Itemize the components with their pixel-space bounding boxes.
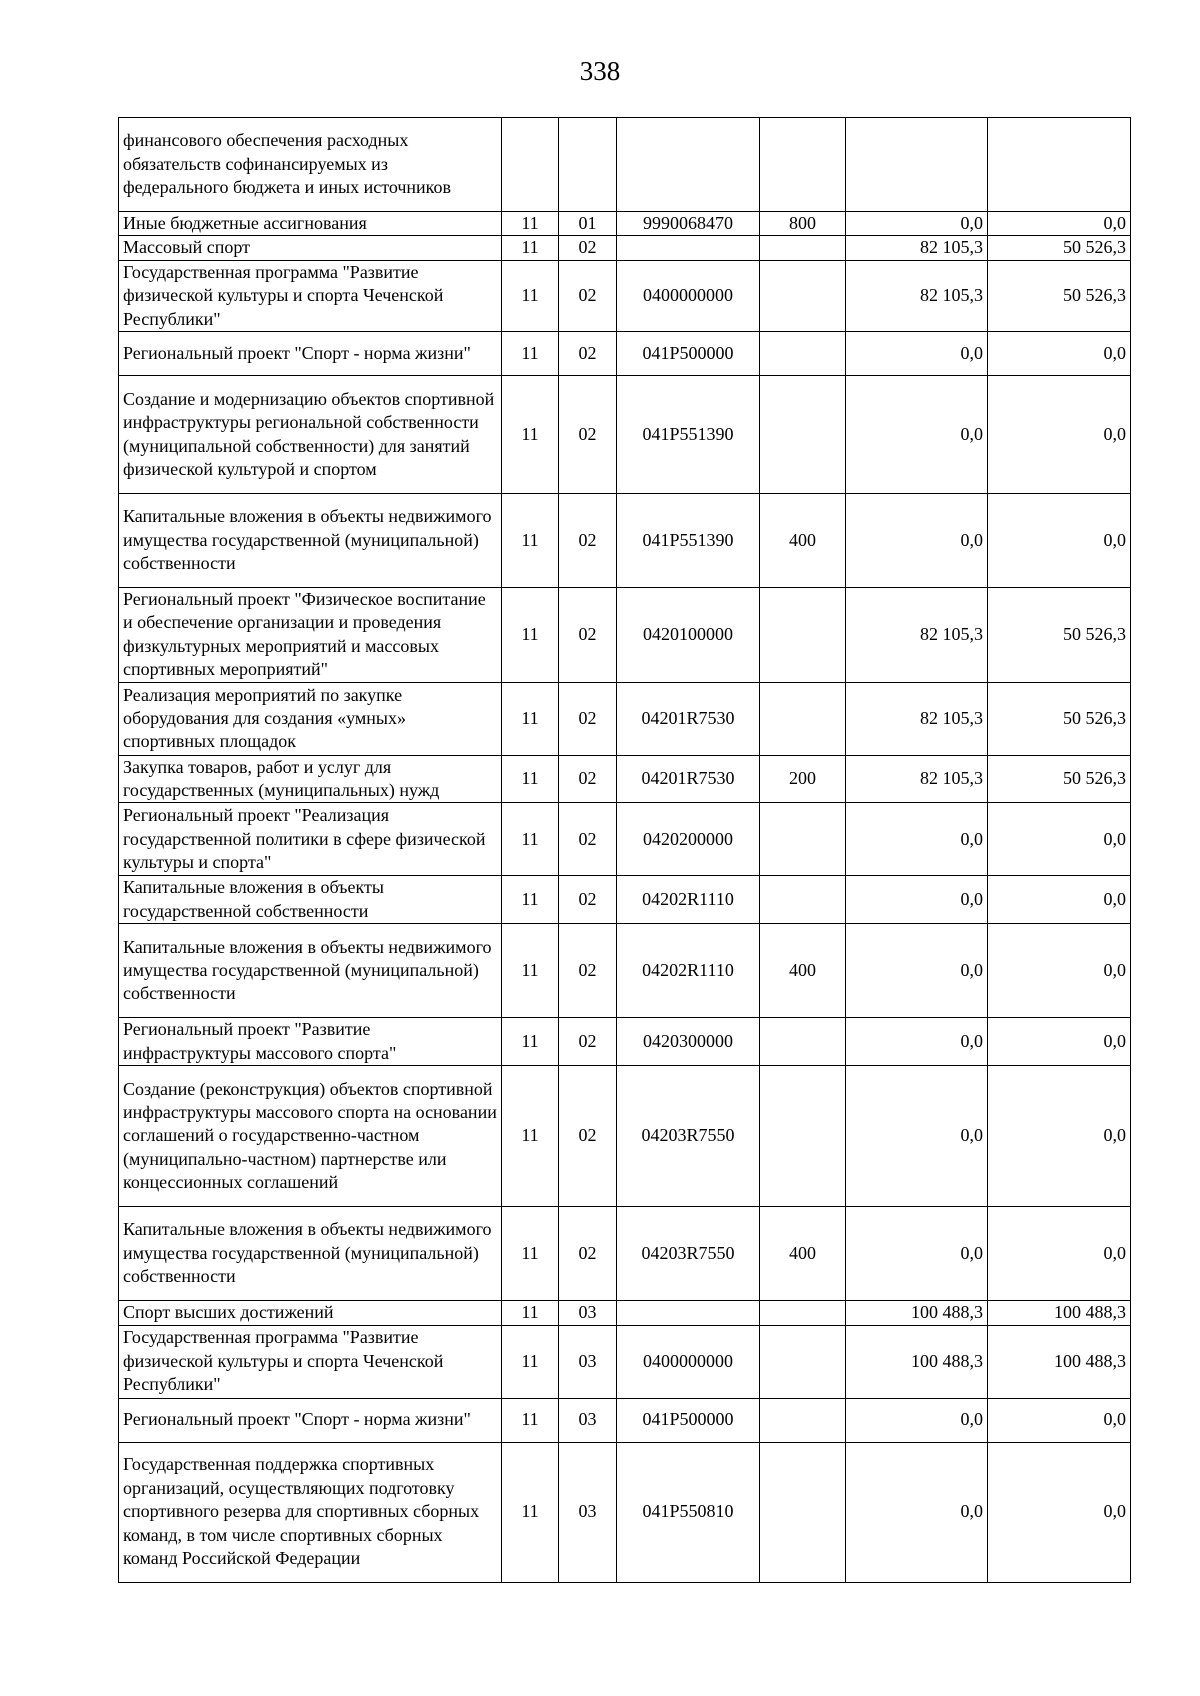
- cell-target-article: 041P500000: [617, 332, 760, 376]
- table-row: [119, 494, 1131, 588]
- budget-table: [118, 117, 1131, 1583]
- table-row: [119, 1325, 1131, 1398]
- cell-expense-type: [760, 1301, 846, 1325]
- cell-description: Капитальные вложения в объекты недвижимого имущества государственной (муниципальной) собственности: [119, 494, 502, 588]
- cell-section: 11: [502, 755, 559, 803]
- cell-description: Массовый спорт: [119, 236, 502, 260]
- cell-section: 11: [502, 236, 559, 260]
- page-number: 338: [579, 56, 621, 86]
- table-row: [119, 588, 1131, 683]
- cell-description: Государственная поддержка спортивных организаций, осуществляющих подготовку спортивного резерва для спортивных сборных команд, в том числе спортивных сборных команд Российской Федерации: [119, 1442, 502, 1582]
- table-row: [119, 803, 1131, 876]
- cell-subsection: 03: [559, 1301, 617, 1325]
- cell-amount-year-2: 100 488,3: [988, 1301, 1131, 1325]
- cell-amount-year-1: 0,0: [846, 494, 988, 588]
- cell-subsection: 02: [559, 1207, 617, 1301]
- cell-amount-year-1: 0,0: [846, 1207, 988, 1301]
- cell-expense-type: [760, 1018, 846, 1066]
- cell-subsection: 02: [559, 332, 617, 376]
- table-row: [119, 260, 1131, 331]
- cell-description: Государственная программа "Развитие физической культуры и спорта Чеченской Республики": [119, 260, 502, 331]
- cell-subsection: 01: [559, 212, 617, 236]
- cell-amount-year-1: 100 488,3: [846, 1325, 988, 1398]
- cell-amount-year-1: 0,0: [846, 1018, 988, 1066]
- cell-amount-year-1: [846, 118, 988, 212]
- cell-section: 11: [502, 332, 559, 376]
- cell-description: Капитальные вложения в объекты недвижимого имущества государственной (муниципальной) собственности: [119, 1207, 502, 1301]
- cell-expense-type: 800: [760, 212, 846, 236]
- cell-target-article: 0420300000: [617, 1018, 760, 1066]
- cell-subsection: 02: [559, 755, 617, 803]
- cell-section: 11: [502, 588, 559, 683]
- cell-amount-year-1: 0,0: [846, 376, 988, 494]
- cell-target-article: 04201R7530: [617, 682, 760, 755]
- cell-amount-year-1: 82 105,3: [846, 260, 988, 331]
- cell-amount-year-2: 50 526,3: [988, 260, 1131, 331]
- cell-description: Региональный проект "Реализация государственной политики в сфере физической культуры и спорта": [119, 803, 502, 876]
- cell-amount-year-1: 82 105,3: [846, 682, 988, 755]
- cell-subsection: 02: [559, 588, 617, 683]
- cell-section: 11: [502, 682, 559, 755]
- cell-amount-year-1: 0,0: [846, 212, 988, 236]
- cell-section: 11: [502, 494, 559, 588]
- table-row: [119, 1018, 1131, 1066]
- cell-subsection: 02: [559, 682, 617, 755]
- table-row: [119, 1398, 1131, 1442]
- table-row: [119, 1066, 1131, 1207]
- cell-description: Региональный проект "Спорт - норма жизни": [119, 332, 502, 376]
- cell-amount-year-2: 0,0: [988, 1066, 1131, 1207]
- cell-target-article: 04201R7530: [617, 755, 760, 803]
- cell-subsection: 02: [559, 1066, 617, 1207]
- table-row: [119, 1207, 1131, 1301]
- cell-amount-year-1: 0,0: [846, 332, 988, 376]
- cell-description: Реализация мероприятий по закупке оборудования для создания «умных» спортивных площадок: [119, 682, 502, 755]
- cell-target-article: 04202R1110: [617, 876, 760, 924]
- cell-target-article: [617, 1301, 760, 1325]
- table-row: [119, 236, 1131, 260]
- cell-subsection: 02: [559, 1018, 617, 1066]
- cell-section: 11: [502, 1442, 559, 1582]
- cell-subsection: 02: [559, 260, 617, 331]
- cell-subsection: 02: [559, 924, 617, 1018]
- cell-expense-type: [760, 260, 846, 331]
- cell-section: 11: [502, 212, 559, 236]
- cell-amount-year-2: 0,0: [988, 803, 1131, 876]
- cell-expense-type: [760, 876, 846, 924]
- table-row: [119, 755, 1131, 803]
- cell-amount-year-1: 0,0: [846, 803, 988, 876]
- cell-target-article: 0400000000: [617, 260, 760, 331]
- cell-target-article: 0420200000: [617, 803, 760, 876]
- cell-target-article: 04203R7550: [617, 1207, 760, 1301]
- cell-expense-type: [760, 682, 846, 755]
- cell-target-article: 0420100000: [617, 588, 760, 683]
- cell-section: 11: [502, 1398, 559, 1442]
- cell-subsection: 02: [559, 494, 617, 588]
- cell-section: 11: [502, 876, 559, 924]
- table-row: [119, 876, 1131, 924]
- cell-amount-year-1: 0,0: [846, 1066, 988, 1207]
- cell-amount-year-2: 50 526,3: [988, 236, 1131, 260]
- cell-section: 11: [502, 1066, 559, 1207]
- cell-expense-type: [760, 803, 846, 876]
- cell-target-article: 041P500000: [617, 1398, 760, 1442]
- table-row: [119, 682, 1131, 755]
- cell-subsection: 02: [559, 803, 617, 876]
- cell-amount-year-1: 0,0: [846, 1398, 988, 1442]
- cell-amount-year-2: 0,0: [988, 924, 1131, 1018]
- cell-section: 11: [502, 803, 559, 876]
- cell-description: Создание и модернизацию объектов спортивной инфраструктуры региональной собственности (муниципальной собственности) для занятий физической культурой и спортом: [119, 376, 502, 494]
- cell-amount-year-2: [988, 118, 1131, 212]
- table-row: [119, 212, 1131, 236]
- cell-description: Закупка товаров, работ и услуг для государственных (муниципальных) нужд: [119, 755, 502, 803]
- cell-amount-year-2: 0,0: [988, 212, 1131, 236]
- cell-amount-year-2: 100 488,3: [988, 1325, 1131, 1398]
- table-body: [119, 118, 1131, 1583]
- cell-description: Капитальные вложения в объекты недвижимого имущества государственной (муниципальной) собственности: [119, 924, 502, 1018]
- cell-amount-year-2: 0,0: [988, 376, 1131, 494]
- cell-section: 11: [502, 1325, 559, 1398]
- cell-target-article: [617, 118, 760, 212]
- cell-subsection: 02: [559, 236, 617, 260]
- cell-amount-year-2: 0,0: [988, 876, 1131, 924]
- table-row: [119, 1301, 1131, 1325]
- cell-section: [502, 118, 559, 212]
- cell-expense-type: [760, 332, 846, 376]
- cell-expense-type: 200: [760, 755, 846, 803]
- cell-target-article: 04202R1110: [617, 924, 760, 1018]
- cell-target-article: 041P551390: [617, 494, 760, 588]
- cell-expense-type: [760, 1325, 846, 1398]
- table-row: [119, 118, 1131, 212]
- cell-target-article: [617, 236, 760, 260]
- cell-amount-year-2: 0,0: [988, 1018, 1131, 1066]
- cell-expense-type: [760, 236, 846, 260]
- cell-expense-type: [760, 1398, 846, 1442]
- cell-expense-type: [760, 588, 846, 683]
- cell-amount-year-2: 50 526,3: [988, 755, 1131, 803]
- cell-expense-type: 400: [760, 924, 846, 1018]
- cell-section: 11: [502, 1207, 559, 1301]
- cell-target-article: 04203R7550: [617, 1066, 760, 1207]
- cell-description: финансового обеспечения расходных обязательств софинансируемых из федерального бюджета и иных источников: [119, 118, 502, 212]
- table-row: [119, 332, 1131, 376]
- cell-amount-year-1: 0,0: [846, 1442, 988, 1582]
- cell-section: 11: [502, 376, 559, 494]
- cell-subsection: 03: [559, 1325, 617, 1398]
- cell-subsection: [559, 118, 617, 212]
- cell-target-article: 0400000000: [617, 1325, 760, 1398]
- cell-description: Создание (реконструкция) объектов спортивной инфраструктуры массового спорта на основании соглашений о государственно-частном (муниципально-частном) партнерстве или концессионных соглашений: [119, 1066, 502, 1207]
- cell-amount-year-1: 0,0: [846, 876, 988, 924]
- cell-amount-year-1: 82 105,3: [846, 755, 988, 803]
- cell-amount-year-2: 0,0: [988, 494, 1131, 588]
- table-row: [119, 376, 1131, 494]
- table-row: [119, 924, 1131, 1018]
- cell-description: Региональный проект "Физическое воспитание и обеспечение организации и проведения физкультурных мероприятий и массовых спортивных мероприятий": [119, 588, 502, 683]
- cell-description: Спорт высших достижений: [119, 1301, 502, 1325]
- cell-amount-year-1: 100 488,3: [846, 1301, 988, 1325]
- cell-description: Региональный проект "Развитие инфраструктуры массового спорта": [119, 1018, 502, 1066]
- cell-amount-year-2: 50 526,3: [988, 682, 1131, 755]
- cell-section: 11: [502, 1018, 559, 1066]
- cell-section: 11: [502, 1301, 559, 1325]
- cell-amount-year-2: 0,0: [988, 1207, 1131, 1301]
- cell-subsection: 02: [559, 876, 617, 924]
- cell-subsection: 03: [559, 1398, 617, 1442]
- cell-amount-year-1: 0,0: [846, 924, 988, 1018]
- cell-target-article: 041P551390: [617, 376, 760, 494]
- cell-description: Региональный проект "Спорт - норма жизни": [119, 1398, 502, 1442]
- cell-section: 11: [502, 260, 559, 331]
- cell-amount-year-2: 0,0: [988, 332, 1131, 376]
- cell-section: 11: [502, 924, 559, 1018]
- cell-amount-year-2: 0,0: [988, 1442, 1131, 1582]
- cell-expense-type: 400: [760, 494, 846, 588]
- cell-amount-year-1: 82 105,3: [846, 588, 988, 683]
- cell-subsection: 02: [559, 376, 617, 494]
- cell-subsection: 03: [559, 1442, 617, 1582]
- cell-expense-type: [760, 118, 846, 212]
- cell-expense-type: 400: [760, 1207, 846, 1301]
- cell-expense-type: [760, 1442, 846, 1582]
- cell-amount-year-1: 82 105,3: [846, 236, 988, 260]
- table-row: [119, 1442, 1131, 1582]
- cell-amount-year-2: 50 526,3: [988, 588, 1131, 683]
- cell-description: Капитальные вложения в объекты государственной собственности: [119, 876, 502, 924]
- cell-target-article: 9990068470: [617, 212, 760, 236]
- cell-expense-type: [760, 1066, 846, 1207]
- cell-description: Иные бюджетные ассигнования: [119, 212, 502, 236]
- cell-target-article: 041P550810: [617, 1442, 760, 1582]
- cell-expense-type: [760, 376, 846, 494]
- cell-description: Государственная программа "Развитие физической культуры и спорта Чеченской Республики": [119, 1325, 502, 1398]
- cell-amount-year-2: 0,0: [988, 1398, 1131, 1442]
